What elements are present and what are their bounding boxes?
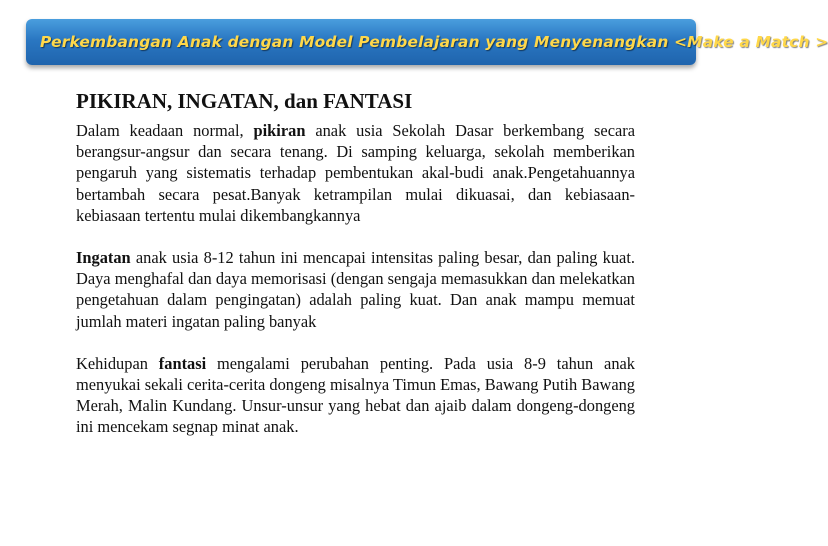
slide-content [76, 86, 635, 438]
keyword-fantasi: fantasi [158, 353, 207, 373]
paragraph-spacer [76, 226, 635, 247]
paragraph-fantasi [76, 353, 635, 438]
paragraph-text: anak usia Sekolah Dasar berkembang secara berangsur-angsur dan secara tenang. Di samping keluarga, sekolah memberikan pengaruh yang sistematis terhadap pembentukan akal-budi anak.Pengetahuannya bertambah secara pesat.Banyak ketrampilan mulai dikuasai, dan kebiasaan-kebiasaan tertentu mulai dikembangkannya [76, 121, 635, 225]
paragraph-spacer [76, 332, 635, 353]
section-heading: PIKIRAN, INGATAN, dan FANTASI [76, 89, 413, 113]
paragraph-pikiran [76, 120, 635, 226]
paragraph-text: Kehidupan [76, 353, 159, 373]
keyword-ingatan: Ingatan [76, 248, 131, 268]
paragraph-text: mengalami perubahan penting. Pada usia 8-9 tahun anak menyukai sekali cerita-cerita dongeng misalnya Timun Emas, Bawang Putih Bawang Merah, Malin Kundang. Unsur-unsur yang hebat dan ajaib dalam dongeng-dongeng ini mencekam segnap minat anak. [76, 353, 635, 437]
paragraph-ingatan [76, 247, 635, 332]
slide-title: Perkembangan Anak dengan Model Pembelajaran yang Menyenangkan <Make a Match > [40, 33, 828, 51]
keyword-pikiran: pikiran [253, 121, 306, 140]
title-bar [26, 19, 828, 65]
paragraph-text: anak usia 8-12 tahun ini mencapai intensitas paling besar, dan paling kuat. Daya menghafal dan daya memorisasi (dengan sengaja memasukkan dan melekatkan pengetahuan dalam pengingatan) adalah paling kuat. Dan anak mampu memuat jumlah materi ingatan paling banyak [76, 248, 635, 331]
paragraph-text: Dalam keadaan normal, [76, 121, 254, 140]
